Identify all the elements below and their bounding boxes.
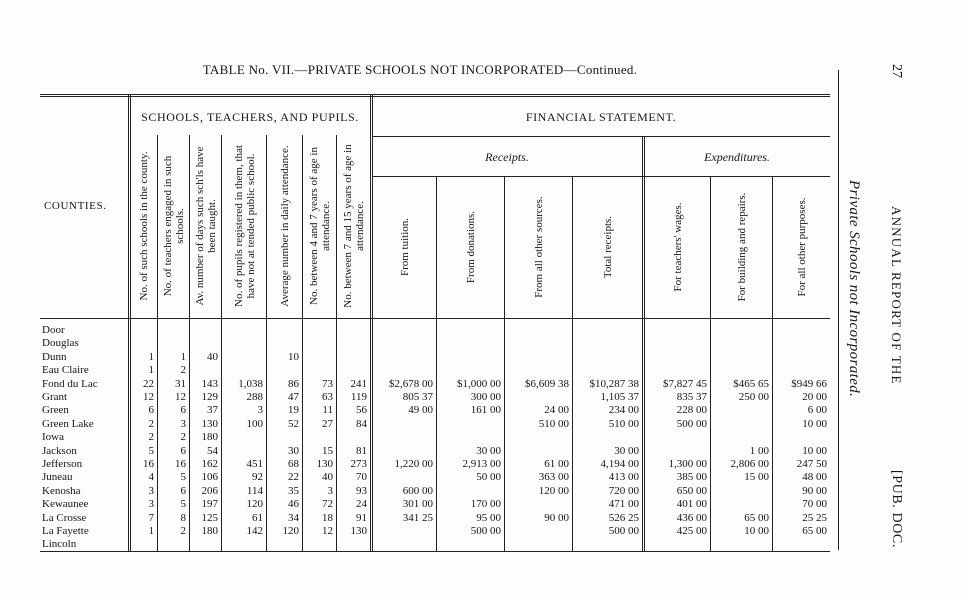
table-cell: 8 — [180, 512, 186, 524]
county-name: Jackson — [42, 445, 77, 457]
table-cell — [506, 445, 569, 457]
county-name: Fond du Lac — [42, 378, 98, 390]
county-name: Green Lake — [42, 418, 94, 430]
table-cell: 1 — [148, 351, 154, 363]
table-cell: 52 — [288, 418, 299, 430]
column-header-11: Total receipts. — [602, 215, 614, 279]
table-cell — [304, 431, 333, 443]
table-cell — [374, 431, 433, 443]
table-cell — [268, 324, 299, 336]
table-cell — [374, 445, 433, 457]
column-header-8: From tuition. — [399, 217, 411, 277]
table-cell: 234 00 — [608, 404, 639, 416]
table-cell — [646, 351, 707, 363]
table-cell — [304, 538, 333, 550]
table-cell — [506, 391, 569, 403]
table-cell — [438, 364, 501, 376]
table-cell: 510 00 — [608, 418, 639, 430]
table-cell: 451 — [246, 458, 263, 470]
table-cell: 22 — [143, 378, 154, 390]
column-header-14: For all other purposes. — [796, 197, 808, 297]
table-cell: 385 00 — [676, 471, 707, 483]
table-cell: 6 00 — [807, 404, 827, 416]
table-cell — [506, 324, 569, 336]
county-name: La Fayette — [42, 525, 89, 537]
page-number: 27 — [889, 64, 904, 78]
table-cell: 19 — [288, 404, 299, 416]
county-name: La Crosse — [42, 512, 87, 524]
table-cell: 1,038 — [238, 378, 263, 390]
column-header-9: From donations. — [465, 210, 477, 284]
table-cell: 500 00 — [470, 525, 501, 537]
table-cell: 90 00 — [802, 485, 827, 497]
table-cell — [574, 431, 639, 443]
table-cell — [574, 364, 639, 376]
table-cell — [774, 538, 827, 550]
column-header-2: No. of teachers engaged in such schools. — [162, 155, 186, 297]
table-cell: 197 — [201, 498, 218, 510]
column-header-7: No. between 7 and 15 years of age in attendance. — [342, 144, 366, 308]
table-cell — [268, 431, 299, 443]
table-cell: 300 00 — [470, 391, 501, 403]
table-cell: 6 — [148, 404, 154, 416]
table-cell — [338, 538, 367, 550]
column-header-1: No. of such schools in the county. — [137, 151, 150, 301]
table-cell — [338, 351, 367, 363]
table-cell: 70 00 — [802, 498, 827, 510]
table-cell — [159, 337, 186, 349]
table-cell — [712, 431, 769, 443]
table-cell: 650 00 — [676, 485, 707, 497]
table-cell: 95 00 — [476, 512, 501, 524]
table-cell: 1 — [148, 525, 154, 537]
table-cell: 401 00 — [676, 498, 707, 510]
table-cell: 273 — [350, 458, 367, 470]
table-cell: 86 — [288, 378, 299, 390]
table-cell: 120 — [282, 525, 299, 537]
table-cell — [130, 324, 154, 336]
doc-ref: [PUB. DOC. — [889, 470, 904, 548]
table-cell — [712, 418, 769, 430]
table-cell: 5 — [180, 498, 186, 510]
table-cell: $7,827 45 — [663, 378, 707, 390]
table-cell: 18 — [322, 512, 333, 524]
table-cell — [374, 525, 433, 537]
table-cell — [774, 431, 827, 443]
table-cell — [574, 324, 639, 336]
table-cell — [774, 337, 827, 349]
table-cell — [304, 337, 333, 349]
table-cell — [130, 538, 154, 550]
table-cell — [223, 337, 263, 349]
table-cell — [646, 538, 707, 550]
receipts-header: Receipts. — [485, 150, 529, 164]
table-cell: 425 00 — [676, 525, 707, 537]
table-cell — [223, 431, 263, 443]
table-cell — [774, 324, 827, 336]
table-cell: 250 00 — [738, 391, 769, 403]
table-cell — [374, 324, 433, 336]
table-cell: 2 — [180, 431, 186, 443]
counties-header: COUNTIES. — [44, 200, 107, 212]
table-cell — [438, 485, 501, 497]
table-cell: 130 — [316, 458, 333, 470]
table-cell: 22 — [288, 471, 299, 483]
table-cell: 40 — [207, 351, 218, 363]
table-cell — [338, 431, 367, 443]
table-cell: 363 00 — [538, 471, 569, 483]
table-cell: 120 00 — [538, 485, 569, 497]
column-header-10: From all other sources. — [533, 196, 545, 298]
table-cell — [438, 418, 501, 430]
table-cell: 30 00 — [476, 445, 501, 457]
table-cell — [712, 538, 769, 550]
column-header-3: Av. number of days such sch'ls have been taught. — [194, 146, 218, 306]
table-cell: 5 — [180, 471, 186, 483]
table-cell: 500 00 — [676, 418, 707, 430]
table-cell: 129 — [201, 391, 218, 403]
table-cell — [223, 324, 263, 336]
column-header-6: No. between 4 and 7 years of age in attendance. — [308, 147, 332, 305]
table-cell: 2 — [148, 431, 154, 443]
expenditures-header: Expenditures. — [704, 150, 770, 164]
table-cell: 228 00 — [676, 404, 707, 416]
table-cell — [774, 364, 827, 376]
table-cell: $6,609 38 — [525, 378, 569, 390]
table-cell: 68 — [288, 458, 299, 470]
table-cell: 1 — [180, 351, 186, 363]
table-cell: 6 — [180, 485, 186, 497]
table-cell: 3 — [327, 485, 333, 497]
table-cell — [374, 538, 433, 550]
table-cell: 27 — [322, 418, 333, 430]
table-cell: 180 — [201, 525, 218, 537]
table-cell: 93 — [356, 485, 367, 497]
table-cell: $1,000 00 — [457, 378, 501, 390]
table-cell: 510 00 — [538, 418, 569, 430]
table-cell: 10 00 — [802, 418, 827, 430]
table-cell: 1 — [148, 364, 154, 376]
table-cell — [223, 364, 263, 376]
table-cell: 10 — [288, 351, 299, 363]
table-cell: 34 — [288, 512, 299, 524]
table-cell — [438, 431, 501, 443]
column-header-5: Average number in daily attendance. — [279, 145, 291, 307]
county-name: Dunn — [42, 351, 67, 363]
table-cell: 12 — [143, 391, 154, 403]
county-name: Juneau — [42, 471, 73, 483]
table-cell — [191, 364, 218, 376]
table-cell — [438, 351, 501, 363]
table-cell — [268, 364, 299, 376]
table-cell — [268, 538, 299, 550]
table-cell: 2,806 00 — [730, 458, 769, 470]
column-header-13: For building and repairs. — [736, 192, 748, 302]
table-cell — [774, 351, 827, 363]
table-cell: 805 37 — [402, 391, 433, 403]
table-cell: 12 — [175, 391, 186, 403]
table-cell: 5 — [148, 445, 154, 457]
table-cell: 61 00 — [544, 458, 569, 470]
table-cell — [374, 351, 433, 363]
table-cell — [646, 324, 707, 336]
table-cell — [506, 525, 569, 537]
table-cell: 49 00 — [408, 404, 433, 416]
table-cell: $465 65 — [733, 378, 769, 390]
table-cell: 47 — [288, 391, 299, 403]
table-cell — [574, 337, 639, 349]
table-cell — [506, 498, 569, 510]
table-cell: 142 — [246, 525, 263, 537]
table-cell — [223, 538, 263, 550]
table-cell — [438, 337, 501, 349]
table-cell — [374, 364, 433, 376]
table-cell: 7 — [148, 512, 154, 524]
table-cell: 10 00 — [802, 445, 827, 457]
group-financial-header: FINANCIAL STATEMENT. — [525, 110, 677, 124]
table-cell: 2 — [180, 525, 186, 537]
table-cell: 48 00 — [802, 471, 827, 483]
table-cell — [338, 364, 367, 376]
table-cell: $2,678 00 — [389, 378, 433, 390]
table-cell: 341 25 — [402, 512, 433, 524]
table-cell: 3 — [180, 418, 186, 430]
table-cell: 24 00 — [544, 404, 569, 416]
table-cell: 15 — [322, 445, 333, 457]
table-cell: 84 — [356, 418, 367, 430]
table-cell: 1,300 00 — [668, 458, 707, 470]
county-name: Lincoln — [42, 538, 77, 550]
table-cell: 46 — [288, 498, 299, 510]
table-cell: 170 00 — [470, 498, 501, 510]
table-cell — [712, 337, 769, 349]
table-cell — [506, 351, 569, 363]
column-header-12: For teachers' wages. — [672, 202, 684, 292]
table-cell: 92 — [252, 471, 263, 483]
table-cell — [338, 337, 367, 349]
table-cell: 54 — [207, 445, 218, 457]
county-name: Door — [42, 324, 65, 336]
table-cell — [338, 324, 367, 336]
table-cell: 471 00 — [608, 498, 639, 510]
table-cell: 1,105 37 — [600, 391, 639, 403]
table-cell: 65 00 — [802, 525, 827, 537]
table-cell: 40 — [322, 471, 333, 483]
table-cell: 600 00 — [402, 485, 433, 497]
table-cell: 70 — [356, 471, 367, 483]
table-cell: 90 00 — [544, 512, 569, 524]
table-cell: 10 00 — [744, 525, 769, 537]
table-cell: 436 00 — [676, 512, 707, 524]
table-cell: 162 — [201, 458, 218, 470]
column-header-4: No. of pupils registered in them, that have not at tended public school. — [232, 145, 257, 307]
table-cell: 1 00 — [749, 445, 769, 457]
table-cell: $10,287 38 — [589, 378, 639, 390]
table-cell: 3 — [148, 485, 154, 497]
table-cell: 15 00 — [744, 471, 769, 483]
table-cell: 11 — [322, 404, 333, 416]
table-cell — [712, 324, 769, 336]
table-cell — [304, 351, 333, 363]
table-cell: 91 — [356, 512, 367, 524]
county-name: Green — [42, 404, 69, 416]
table-cell — [712, 351, 769, 363]
table-cell: 2 — [180, 364, 186, 376]
table-cell: 24 — [356, 498, 367, 510]
table-cell: 35 — [288, 485, 299, 497]
table-cell — [506, 538, 569, 550]
county-name: Kewaunee — [42, 498, 89, 510]
table-cell — [646, 337, 707, 349]
table-cell: 73 — [322, 378, 333, 390]
table-cell: 143 — [201, 378, 218, 390]
county-name: Douglas — [42, 337, 79, 349]
table-cell: 4,194 00 — [600, 458, 639, 470]
table-cell: 180 — [201, 431, 218, 443]
table-cell — [712, 404, 769, 416]
table-cell: 835 37 — [676, 391, 707, 403]
table-cell: 30 00 — [614, 445, 639, 457]
table-cell: 2 — [148, 418, 154, 430]
table-cell: 20 00 — [802, 391, 827, 403]
table-cell — [223, 445, 263, 457]
table-cell: 1,220 00 — [394, 458, 433, 470]
table-cell — [506, 364, 569, 376]
table-cell: 500 00 — [608, 525, 639, 537]
table-cell: 125 — [201, 512, 218, 524]
table-cell — [574, 538, 639, 550]
county-name: Grant — [42, 391, 68, 403]
table-cell — [506, 337, 569, 349]
table-cell: 25 25 — [802, 512, 827, 524]
table-cell: 247 50 — [796, 458, 827, 470]
section-title: Private Schools not Incorporated. — [846, 180, 862, 398]
table-cell: 241 — [350, 378, 367, 390]
table-cell — [304, 324, 333, 336]
table-cell: 120 — [246, 498, 263, 510]
table-cell: 12 — [322, 525, 333, 537]
running-title: ANNUAL REPORT OF THE — [889, 206, 904, 385]
table-cell: 81 — [356, 445, 367, 457]
table-cell: 114 — [246, 485, 263, 497]
table-cell — [191, 538, 218, 550]
table-cell — [223, 351, 263, 363]
table-cell: 2,913 00 — [462, 458, 501, 470]
table-cell: 50 00 — [476, 471, 501, 483]
table-cell: 526 25 — [608, 512, 639, 524]
county-name: Iowa — [42, 431, 64, 443]
table-cell — [374, 337, 433, 349]
table-cell: 161 00 — [470, 404, 501, 416]
table-cell: 413 00 — [608, 471, 639, 483]
table-cell: 130 — [350, 525, 367, 537]
table-cell — [574, 351, 639, 363]
table-cell: 63 — [322, 391, 333, 403]
table-cell — [374, 471, 433, 483]
table-cell — [191, 337, 218, 349]
table-cell: $949 66 — [791, 378, 827, 390]
county-name: Kenosha — [42, 485, 81, 497]
table-cell: 31 — [175, 378, 186, 390]
table-cell — [646, 445, 707, 457]
table-cell — [506, 431, 569, 443]
table-cell — [712, 364, 769, 376]
table-cell: 61 — [252, 512, 263, 524]
table-cell: 4 — [148, 471, 154, 483]
table-cell: 3 — [148, 498, 154, 510]
table-cell — [191, 324, 218, 336]
table-cell — [712, 498, 769, 510]
table-cell: 30 — [288, 445, 299, 457]
table-cell — [159, 324, 186, 336]
page-title: TABLE No. VII.—PRIVATE SCHOOLS NOT INCORPORATED—Continued. — [202, 62, 638, 77]
table-cell — [712, 485, 769, 497]
table-cell — [374, 418, 433, 430]
table-cell: 65 00 — [744, 512, 769, 524]
table-cell — [268, 337, 299, 349]
table-cell: 56 — [356, 404, 367, 416]
table-cell: 106 — [201, 471, 218, 483]
table-cell: 100 — [246, 418, 263, 430]
table-cell: 720 00 — [608, 485, 639, 497]
table-cell: 206 — [201, 485, 218, 497]
county-name: Jefferson — [42, 458, 83, 470]
table-cell: 288 — [246, 391, 263, 403]
table-cell — [304, 364, 333, 376]
table-cell: 16 — [143, 458, 154, 470]
table-cell: 130 — [201, 418, 218, 430]
table-cell: 301 00 — [402, 498, 433, 510]
group-schools-header: SCHOOLS, TEACHERS, AND PUPILS. — [141, 110, 359, 124]
table-cell: 6 — [180, 404, 186, 416]
table-cell — [646, 431, 707, 443]
table-cell: 16 — [175, 458, 186, 470]
table-cell: 3 — [257, 404, 263, 416]
table-cell — [646, 364, 707, 376]
table-cell — [438, 538, 501, 550]
table-cell — [438, 324, 501, 336]
table-cell — [130, 337, 154, 349]
table-cell: 72 — [322, 498, 333, 510]
table-cell: 6 — [180, 445, 186, 457]
table-cell: 119 — [350, 391, 367, 403]
county-name: Eau Claire — [42, 364, 89, 376]
table-cell — [159, 538, 186, 550]
table-cell: 37 — [207, 404, 218, 416]
